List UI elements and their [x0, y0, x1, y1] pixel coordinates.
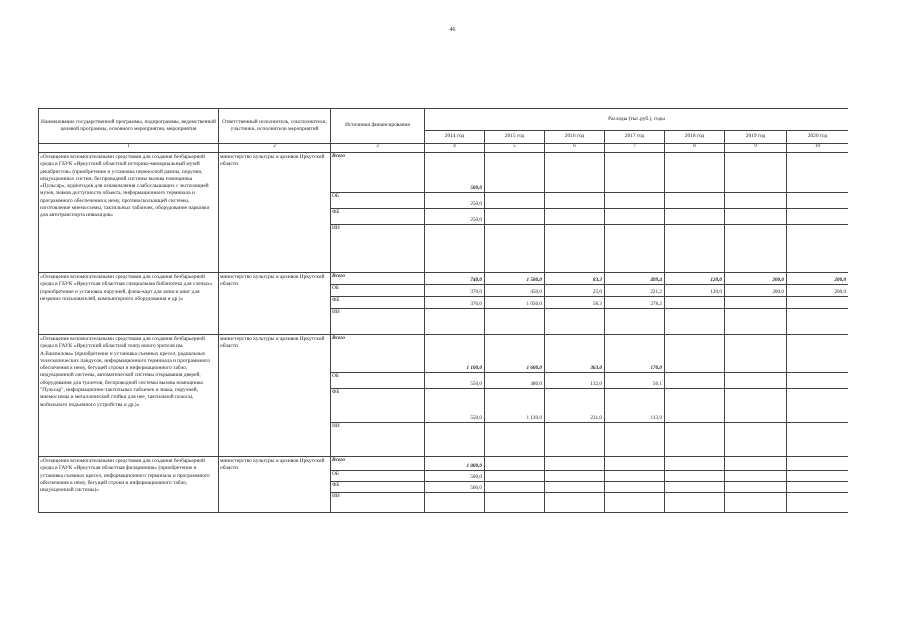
column-number: 8	[665, 144, 725, 153]
header-year: 2018 год	[665, 131, 725, 144]
amount-cell: 132,0	[545, 373, 605, 389]
amount-cell	[725, 153, 787, 193]
amount-cell	[485, 153, 545, 193]
header-expenses: Расходы (тыс.руб.), годы	[425, 109, 849, 131]
amount-cell	[787, 493, 849, 513]
amount-cell	[605, 482, 665, 493]
budget-table-container	[38, 108, 848, 570]
amount-cell	[545, 193, 605, 209]
responsible-executor: министерство культуры и архивов Иркутской области	[219, 273, 331, 335]
responsible-executor: министерство культуры и архивов Иркутской области	[219, 153, 331, 273]
amount-cell	[665, 471, 725, 482]
amount-cell	[665, 423, 725, 457]
amount-cell	[485, 309, 545, 335]
amount-cell	[425, 225, 485, 273]
amount-cell	[485, 423, 545, 457]
amount-cell	[665, 335, 725, 373]
amount-cell	[725, 471, 787, 482]
amount-cell: 499,4	[605, 273, 665, 285]
amount-cell: 1 600,0	[485, 335, 545, 373]
table-row	[39, 457, 849, 471]
amount-cell: 370,0	[425, 297, 485, 309]
amount-cell: 58,3	[545, 297, 605, 309]
funding-source-total: Всего	[331, 273, 425, 285]
column-number: 6	[545, 144, 605, 153]
amount-cell: 500,0	[425, 482, 485, 493]
header-responsible-column: Ответственный исполнитель, соисполнители, участники, исполнители мероприятий	[219, 109, 331, 144]
amount-cell	[605, 309, 665, 335]
measure-name: «Оснащение вспомогательными средствами для создания безбарьерной среды в ГАУК «Иркутский областной театр юного зрителя им. А.Вампилова» (приобретение и установка съемных кресел, радиальных телескопических пандусов, информационного терминала и программного обеспечения к нему, бегущей строки и информационного табло, индукционной системы, автоматической системы открывания дверей, оборудования для туалетов, беспроводной системы вызова помощника "Пульсар", информационно-тактильных табличек и знака, поручней, мнемосхемы и металлической стойки для нее, тактильной полосы, мобильного подъемного устройства и др.)»	[39, 335, 219, 457]
amount-cell: 120,0	[665, 273, 725, 285]
column-number: 1	[39, 144, 219, 153]
amount-cell: 250,0	[425, 209, 485, 225]
table-body	[39, 153, 849, 513]
amount-cell: 1 120,0	[485, 389, 545, 423]
amount-cell: 231,0	[545, 389, 605, 423]
amount-cell: 113,9	[605, 389, 665, 423]
amount-cell: 740,0	[425, 273, 485, 285]
amount-cell: 550,0	[425, 373, 485, 389]
funding-source-fb: ФБ	[331, 209, 425, 225]
amount-cell	[605, 471, 665, 482]
amount-cell: 500,0	[425, 153, 485, 193]
amount-cell	[545, 209, 605, 225]
header-year: 2019 год	[725, 131, 787, 144]
amount-cell	[485, 225, 545, 273]
funding-source-total: Всего	[331, 153, 425, 193]
header-year: 2017 год	[605, 131, 665, 144]
amount-cell	[665, 389, 725, 423]
column-number: 9	[725, 144, 787, 153]
amount-cell	[787, 471, 849, 482]
amount-cell	[787, 482, 849, 493]
funding-source-ii: ИИ	[331, 225, 425, 273]
funding-source-ob: ОБ	[331, 373, 425, 389]
amount-cell	[665, 373, 725, 389]
amount-cell	[665, 482, 725, 493]
funding-source-ii: ИИ	[331, 309, 425, 335]
amount-cell	[485, 471, 545, 482]
amount-cell	[787, 335, 849, 373]
amount-cell	[605, 225, 665, 273]
amount-cell	[605, 423, 665, 457]
amount-cell: 1 500,0	[485, 273, 545, 285]
amount-cell	[485, 493, 545, 513]
column-number: 3	[331, 144, 425, 153]
amount-cell	[725, 457, 787, 471]
page-number: 46	[449, 27, 456, 33]
amount-cell	[545, 225, 605, 273]
amount-cell	[605, 153, 665, 193]
funding-source-total: Всего	[331, 335, 425, 373]
amount-cell	[665, 493, 725, 513]
measure-name: «Оснащение вспомогательными средствами для создания безбарьерной среды в ГАУК «Иркутская областная филармония» (приобретение и установка съемных кресел, информационного терминала и программного обеспечения к нему, бегущей строки и информационного табло, индукционной системы)»	[39, 457, 219, 513]
amount-cell: 56,1	[605, 373, 665, 389]
amount-cell	[665, 153, 725, 193]
table-row	[39, 273, 849, 285]
amount-cell: 278,2	[605, 297, 665, 309]
amount-cell	[725, 482, 787, 493]
amount-cell	[485, 457, 545, 471]
amount-cell: 250,0	[425, 193, 485, 209]
header-year: 2016 год	[545, 131, 605, 144]
amount-cell	[725, 335, 787, 373]
amount-cell: 83,3	[545, 273, 605, 285]
amount-cell: 200,0	[725, 285, 787, 297]
amount-cell: 450,0	[485, 285, 545, 297]
amount-cell	[665, 225, 725, 273]
amount-cell	[787, 373, 849, 389]
amount-cell: 221,2	[605, 285, 665, 297]
amount-cell	[787, 209, 849, 225]
amount-cell	[425, 309, 485, 335]
header-year: 2014 год	[425, 131, 485, 144]
table-row	[39, 153, 849, 193]
measure-name: «Оснащение вспомогательными средствами для создания безбарьерной среды в ГБУК «Иркутская областная специальная библиотека для слепых» (приобретение и установка поручней, флеш-карт для записи книг для незрячих пользователей, компьютерного оборудования и др.)»	[39, 273, 219, 335]
amount-cell	[545, 423, 605, 457]
amount-cell	[725, 389, 787, 423]
amount-cell: 200,0	[787, 285, 849, 297]
funding-source-total: Всего	[331, 457, 425, 471]
amount-cell: 1 100,0	[425, 335, 485, 373]
amount-cell	[545, 457, 605, 471]
amount-cell	[665, 297, 725, 309]
amount-cell	[545, 482, 605, 493]
amount-cell	[725, 209, 787, 225]
table-header	[39, 109, 849, 153]
column-number: 2	[219, 144, 331, 153]
amount-cell: 363,0	[545, 335, 605, 373]
amount-cell	[725, 373, 787, 389]
column-number-row	[39, 144, 849, 153]
amount-cell	[787, 423, 849, 457]
amount-cell	[787, 225, 849, 273]
amount-cell	[605, 493, 665, 513]
amount-cell	[725, 193, 787, 209]
amount-cell	[787, 193, 849, 209]
column-number: 5	[485, 144, 545, 153]
amount-cell	[725, 297, 787, 309]
amount-cell: 200,0	[725, 273, 787, 285]
amount-cell: 550,0	[425, 389, 485, 423]
header-year: 2020 год	[787, 131, 849, 144]
amount-cell: 500,0	[425, 471, 485, 482]
column-number: 7	[605, 144, 665, 153]
amount-cell	[605, 209, 665, 225]
amount-cell	[485, 209, 545, 225]
amount-cell	[665, 309, 725, 335]
amount-cell	[605, 457, 665, 471]
amount-cell	[545, 471, 605, 482]
amount-cell: 1 050,0	[485, 297, 545, 309]
amount-cell	[545, 309, 605, 335]
amount-cell	[605, 193, 665, 209]
column-number: 10	[787, 144, 849, 153]
amount-cell	[725, 309, 787, 335]
funding-source-ii: ИИ	[331, 493, 425, 513]
amount-cell	[725, 423, 787, 457]
amount-cell	[665, 209, 725, 225]
amount-cell	[485, 193, 545, 209]
funding-source-fb: ФБ	[331, 389, 425, 423]
header-year: 2015 год	[485, 131, 545, 144]
amount-cell	[725, 225, 787, 273]
amount-cell: 370,0	[425, 285, 485, 297]
funding-source-ob: ОБ	[331, 471, 425, 482]
amount-cell: 1 000,0	[425, 457, 485, 471]
amount-cell	[425, 423, 485, 457]
measure-name: «Оснащение вспомогательными средствами для создания безбарьерной среды в ГБУК «Иркутский областной историко-мемориальный музей декабристов» (приобретение и установка переносной рампы, поручня, индукционных систем, беспроводной системы вызова помощника «Пульсар», аудиогидов для ознакомления слабослышащих с экспозицией музея, знаков доступности объекта, информационного терминала и программного обеспечения к нему, противоскользящей системы, изготовление мнемосхемы, тактильных табличек, оборудование парковки для автотранспорта инвалидов»	[39, 153, 219, 273]
amount-cell	[787, 389, 849, 423]
amount-cell	[485, 482, 545, 493]
amount-cell: 120,0	[665, 285, 725, 297]
amount-cell: 480,0	[485, 373, 545, 389]
amount-cell	[425, 493, 485, 513]
amount-cell	[665, 457, 725, 471]
budget-table	[38, 108, 848, 513]
amount-cell	[787, 153, 849, 193]
header-source-column: Источники финансирования	[331, 109, 425, 144]
table-row	[39, 335, 849, 373]
amount-cell: 200,0	[787, 273, 849, 285]
header-name-column: Наименование государственной программы, подпрограммы, ведомственной целевой программы, основного мероприятия, мероприятия	[39, 109, 219, 144]
funding-source-ob: ОБ	[331, 285, 425, 297]
funding-source-ob: ОБ	[331, 193, 425, 209]
funding-source-ii: ИИ	[331, 423, 425, 457]
amount-cell	[545, 153, 605, 193]
amount-cell	[787, 457, 849, 471]
amount-cell	[787, 309, 849, 335]
amount-cell: 25,0	[545, 285, 605, 297]
column-number: 4	[425, 144, 485, 153]
amount-cell	[725, 493, 787, 513]
funding-source-fb: ФБ	[331, 482, 425, 493]
amount-cell	[545, 493, 605, 513]
responsible-executor: министерство культуры и архивов Иркутской области	[219, 457, 331, 513]
responsible-executor: министерство культуры и архивов Иркутской области	[219, 335, 331, 457]
amount-cell	[787, 297, 849, 309]
amount-cell	[665, 193, 725, 209]
funding-source-fb: ФБ	[331, 297, 425, 309]
amount-cell: 170,0	[605, 335, 665, 373]
